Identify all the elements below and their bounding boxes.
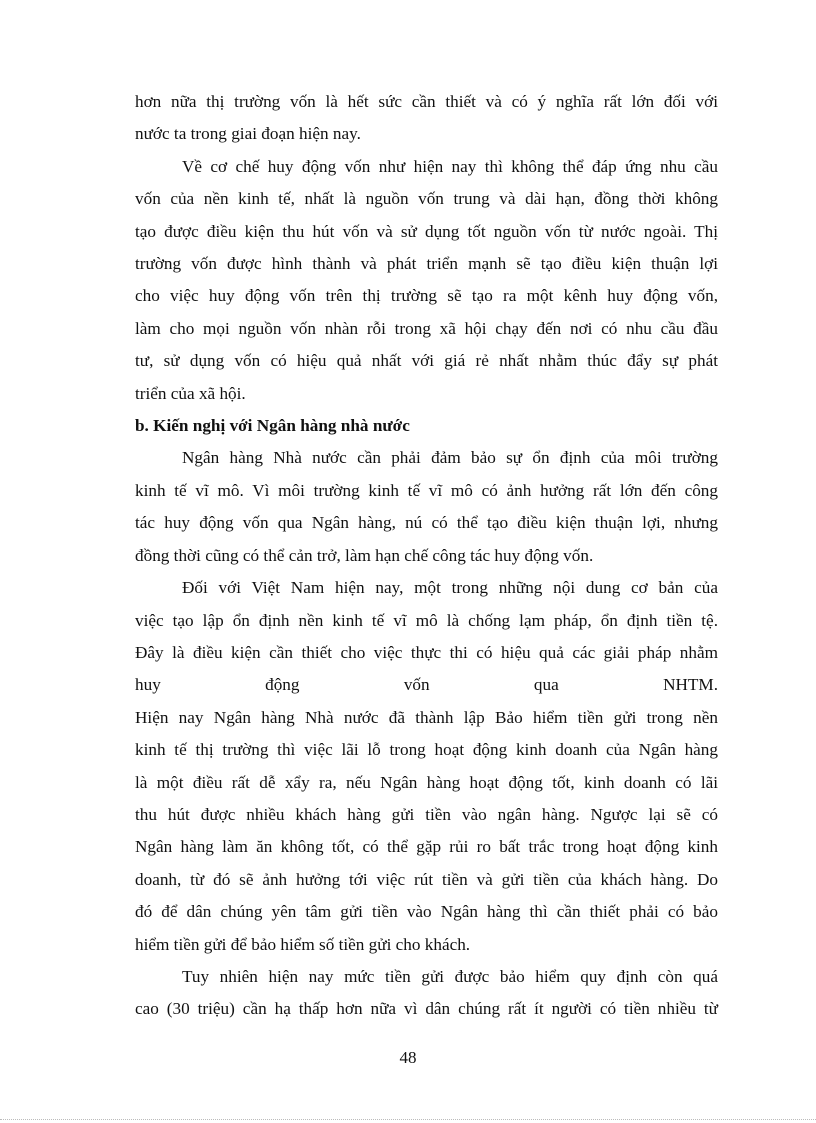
paragraph xyxy=(135,151,718,410)
text-line: b. Kiến nghị với Ngân hàng nhà nước xyxy=(135,416,410,436)
text-line: Về cơ chế huy động vốn như hiện nay thì không thể đáp ứng nhu cầu xyxy=(182,156,718,176)
text-line: Hiện nay Ngân hàng Nhà nước đã thành lập Bảo hiểm tiền gửi trong nền xyxy=(135,707,718,727)
page-number: 48 xyxy=(399,1048,417,1067)
paragraph xyxy=(135,86,718,151)
text-line: Ngân hàng Nhà nước cần phải đảm bảo sự ổn định của môi trường xyxy=(182,448,718,468)
text-line: Tuy nhiên hiện nay mức tiền gửi được bảo hiểm quy định còn quá xyxy=(182,966,718,986)
paragraph xyxy=(135,702,718,961)
text-line: cao (30 triệu) cần hạ thấp hơn nữa vì dân chúng rất ít người có tiền nhiều từ xyxy=(135,999,718,1019)
text-line: việc tạo lập ổn định nền kinh tế vĩ mô là chống lạm pháp, ổn định tiền tệ. xyxy=(135,610,718,630)
text-line: kinh tế vĩ mô. Vì môi trường kinh tế vĩ mô có ảnh hưởng rất lớn đến công xyxy=(135,480,718,500)
text-line: Đây là điều kiện cần thiết cho việc thực thi có hiệu quả các giải pháp nhằm xyxy=(135,642,718,662)
page-bottom-rule xyxy=(0,1119,816,1120)
text-line: triển của xã hội. xyxy=(135,383,246,403)
document-body xyxy=(135,86,718,1026)
text-line: hơn nữa thị trường vốn là hết sức cần thiết và có ý nghĩa rất lớn đối với xyxy=(135,92,718,111)
text-line: tạo được điều kiện thu hút vốn và sử dụng tốt nguồn vốn từ nước ngoài. Thị xyxy=(135,221,718,241)
text-line: hiểm tiền gửi để bảo hiểm số tiền gửi cho khách. xyxy=(135,934,471,954)
text-line: làm cho mọi nguồn vốn nhàn rỗi trong xã hội chạy đến nơi có nhu cầu đầu xyxy=(135,318,718,338)
text-line: huy động vốn qua NHTM. xyxy=(135,675,718,695)
paragraph xyxy=(135,442,718,572)
text-line: đồng thời cũng có thể cản trở, làm hạn chế công tác huy động vốn. xyxy=(135,545,594,565)
paragraph xyxy=(135,961,718,1026)
text-line: cho việc huy động vốn trên thị trường sẽ tạo ra một kênh huy động vốn, xyxy=(135,286,718,306)
text-line: nước ta trong giai đoạn hiện nay. xyxy=(135,124,361,144)
text-line: là một điều rất dễ xẩy ra, nếu Ngân hàng hoạt động tốt, kinh doanh có lãi xyxy=(135,772,718,792)
text-line: Ngân hàng làm ăn không tốt, có thể gặp rủi ro bất trắc trong hoạt động kinh xyxy=(135,837,718,857)
text-line: doanh, từ đó sẽ ảnh hưởng tới việc rút tiền và gửi tiền của khách hàng. Do xyxy=(135,869,718,889)
text-line: tác huy động vốn qua Ngân hàng, nú có thể tạo điều kiện thuận lợi, nhưng xyxy=(135,513,718,533)
paragraph xyxy=(135,572,718,702)
text-line: tư, sử dụng vốn có hiệu quả nhất với giá rẻ nhất nhằm thúc đẩy sự phát xyxy=(135,351,718,371)
text-line: thu hút được nhiều khách hàng gửi tiền vào ngân hàng. Ngược lại sẽ có xyxy=(135,804,718,824)
section-heading xyxy=(135,410,718,442)
text-line: trường vốn được hình thành và phát triển mạnh sẽ tạo điều kiện thuận lợi xyxy=(135,254,718,274)
text-line: kinh tế thị trường thì việc lãi lỗ trong hoạt động kinh doanh của Ngân hàng xyxy=(135,740,718,760)
text-line: Đối với Việt Nam hiện nay, một trong những nội dung cơ bản của xyxy=(182,578,718,598)
text-line: đó để dân chúng yên tâm gửi tiền vào Ngân hàng thì cần thiết phải có bảo xyxy=(135,902,718,922)
text-line: vốn của nền kinh tế, nhất là nguồn vốn trung và dài hạn, đồng thời không xyxy=(135,189,718,209)
